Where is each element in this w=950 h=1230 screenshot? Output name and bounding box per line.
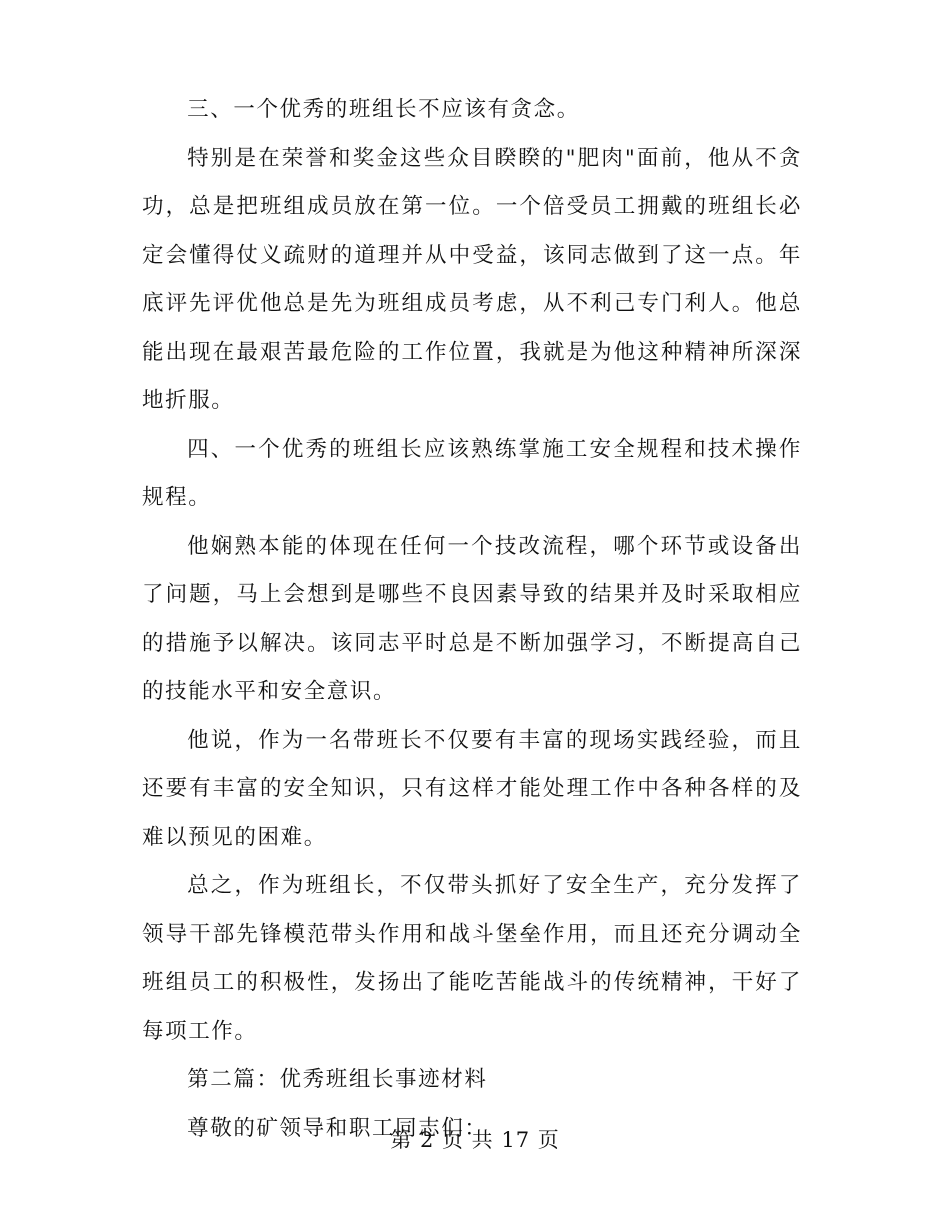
body-paragraph: 他娴熟本能的体现在任何一个技改流程，哪个环节或设备出了问题，马上会想到是哪些不良因素导致的结果并及时采取相应的措施予以解决。该同志平时总是不断加强学习，不断提高自己的技能水平和安全意识。 [142, 533, 802, 704]
body-paragraph: 特别是在荣誉和奖金这些众目睽睽的"肥肉"面前，他从不贪功，总是把班组成员放在第一位。一个倍受员工拥戴的班组长必定会懂得仗义疏财的道理并从中受益，该同志做到了这一点。年底评先评优他总是先为班组成员考虑，从不利己专门利人。他总能出现在最艰苦最危险的工作位置，我就是为他这种精神所深深地折服。 [142, 145, 802, 413]
page-number: 第 2 页 共 17 页 [390, 1128, 560, 1152]
chapter-title: 第二篇：优秀班组长事迹材料 [187, 1067, 488, 1092]
salutation: 尊敬的矿领导和职工同志们： [187, 1115, 488, 1141]
body-paragraph: 他说，作为一名带班长不仅要有丰富的现场实践经验，而且还要有丰富的安全知识，只有这样才能处理工作中各种各样的及难以预见的困难。 [142, 727, 802, 850]
section-heading-three: 三、一个优秀的班组长不应该有贪念。 [187, 97, 580, 122]
document-body [142, 86, 802, 1153]
body-paragraph: 总之，作为班组长，不仅带头抓好了安全生产，充分发挥了领导干部先锋模范带头作用和战斗堡垒作用，而且还充分调动全班组员工的积极性，发扬出了能吃苦能战斗的传统精神，干好了每项工作。 [142, 873, 802, 1044]
section-heading-four: 四、一个优秀的班组长应该熟练掌施工安全规程和技术操作规程。 [142, 436, 802, 510]
